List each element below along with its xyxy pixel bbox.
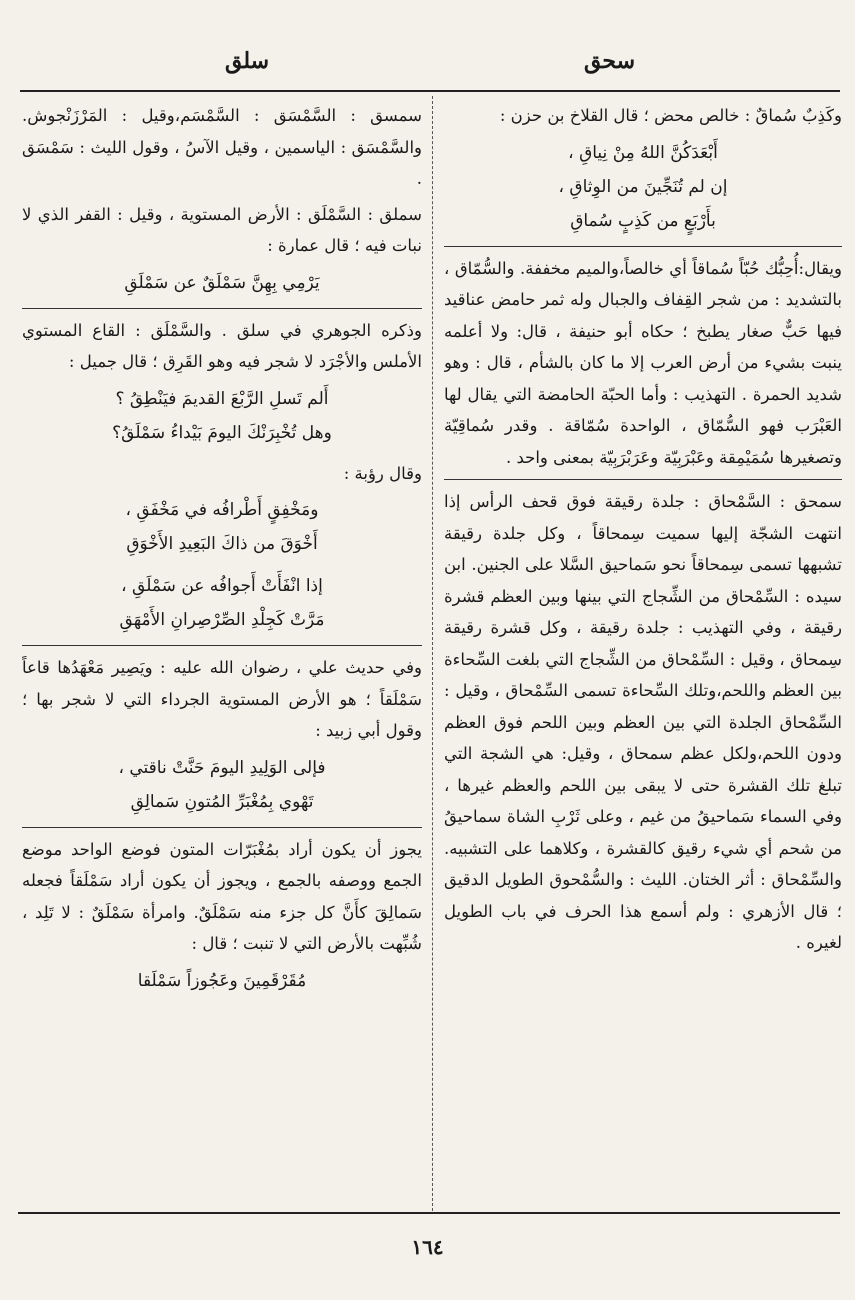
verse-separator — [444, 246, 842, 247]
header-left-word: سلق — [225, 48, 270, 74]
verse-line: أَبْعَدَكُنَّ اللهُ مِنْ نِياقِ ، — [568, 142, 718, 163]
verse-line: يَرْمِي بِهِنَّ سَمْلَقٌ عن سَمْلَقِ — [124, 272, 320, 293]
verse-block — [22, 751, 422, 819]
verse-line: مُقَرْقَمِينَ وعَجُوزاً سَمْلَقا — [137, 970, 307, 991]
verse-block — [22, 493, 422, 561]
page-header — [20, 48, 835, 88]
paragraph: يجوز أن يكون أراد بمُغْبَرّات المتون فوضع الواحد موضع الجمع ووصفه بالجمع ، ويجوز أن يكون أراد سَمْلَقاً فجعله سَمالِقَ كأَنَّ كل جزء منه سَمْلَقٌ. وامرأة سَمْلَقٌ : لا تَلِد ، شُبِّهت بالأرض التي لا تنبت ؛ قال : — [22, 839, 422, 953]
verse-line: فإلى الوَلِيدِ اليومَ حَنَّتْ ناقتي ، — [118, 757, 326, 778]
verse-separator — [22, 308, 422, 309]
verse-line: أَخْوَقَ من ذاكَ البَعِيدِ الأَخْوَقِ — [126, 534, 318, 554]
entry-samsaq: سمسق : السَّمْسَق : السَّمْسَم،وقيل : المَرْزَنْجوش. والسَّمْسَق : الياسمين ، وقيل الآسُ ، وقول الليث : سَمْسَق . — [22, 106, 422, 188]
verse-block — [444, 136, 842, 238]
verse-line: أَلم تَسلِ الرَّبْعَ القديمَ فيَنْطِقُ ؟ — [115, 388, 329, 409]
paragraph: وكَذِبٌ سُماقٌ : خالص محض ؛ قال القلاخ بن حزن : — [499, 106, 842, 125]
verse-line: إذا انْفَأَتْ أَجوافُه عن سَمْلَقِ ، — [121, 576, 323, 596]
entry-samhaq: سمحق : السَّمْحاق : جلدة رقيقة فوق قحف الرأس إذا انتهت الشجّة إليها سميت سِمحاقاً ، وكل جلدة رقيقة تشبهها تسمى سِمحاقاً نحو سَماحيق السَّلا على الجنين. ابن سيده : السِّمْحاق من الشِّجاج التي بينها وبين العظم قشرة رقيقة ، وفي التهذيب : جلدة رقيقة ، وكل قشرة رقيقة سِمحاق ، وقيل : السِّمْحاق من الشِّجاج التي بلغت السِّحاءة بين العظم واللحم،وتلك السِّحاءة تسمى السِّمْحاق ، وقيل : السِّمْحاق الجلدة التي بين العظم وبين اللحم فوق العظم ودون اللحم،ولكل عظم سمحاق ، وقيل: هي الشجة التي تبلغ تلك القشرة حتى لا يبقى بين اللحم والعظم غيرها ، وفي السماء سَماحيقُ من غيم ، وعلى ثَرْبِ الشاة سماحيقُ من شحم أي شيء رقيق كالقشرة ، وكلاهما على التشبيه. والسِّمْحاق : أثر الختان. الليث : والسُّمْحوق الطويل الدقيق ؛ قال الأزهري : ولم أسمع هذا الحرف في باب الطويل لغيره . — [444, 492, 842, 952]
verse-separator — [22, 645, 422, 646]
verse-line: ومَخْفِقٍ أَطْرافُه في مَخْفَقِ ، — [125, 500, 319, 520]
entry-separator — [444, 479, 842, 480]
paragraph: وفي حديث علي ، رضوان الله عليه : ويَصِير مَعْهَدُها قاعاً سَمْلَقاً ؛ هو الأرض المستوية الجرداء التي لا شجر بها ؛ وقول أبي زبيد : — [22, 658, 422, 740]
verse-block — [22, 964, 422, 998]
paragraph: وذكره الجوهري في سلق . والسَّمْلَق : القاع المستوي الأملس والأجْرَد لا شجر فيه وهو القَرِق ؛ قال جميل : — [22, 320, 422, 371]
verse-block — [22, 382, 422, 450]
header-right-word: سحق — [584, 48, 635, 74]
verse-block — [22, 569, 422, 637]
verse-separator — [22, 827, 422, 828]
verse-line: إن لم تُنَجِّينَ من الوِثاقِ ، — [558, 176, 728, 197]
left-column — [22, 100, 422, 1205]
verse-line: وهل تُخْبِرَنْكَ اليومَ بَيْداءُ سَمْلَقُ؟ — [112, 422, 332, 443]
verse-line: مَرَّتْ كَجِلْدِ الصِّرْصِرانِ الأَمْهَقِ — [119, 610, 325, 630]
top-rule — [20, 90, 840, 92]
paragraph: وقال رؤبة : — [343, 463, 422, 483]
column-divider — [432, 96, 433, 1211]
bottom-rule — [18, 1212, 840, 1214]
right-column — [444, 100, 842, 1205]
paragraph: ويقال:أُحِبُّك حُبّاً سُماقاً أي خالصاً،والميم مخففة. والسُّمّاق ، بالتشديد : من شجر القِفاف والجبال وله ثمر حامض عناقيد فيها حَبٌّ صغار يطبخ ؛ حكاه أبو حنيفة ، قال: ولا أعلمه ينبت بشيء من أرض العرب إلا ما كان بالشأم ، قال : وهو شديد الحمرة . التهذيب : وأما الحبّة الحامضة التي يقال لها العَبْرَب فهو السُّمّاق ، الواحدة سُمّاقة . وقدر سُماقِيّة وتصغيرها سُمَيْمِقة وعَبْرَبِيّة وعَرَبْرَبِيّة بمعنى واحد . — [444, 258, 842, 467]
entry-samlaq: سملق : السَّمْلَق : الأرض المستوية ، وقيل : القفر الذي لا نبات فيه ؛ قال عمارة : — [22, 204, 422, 255]
verse-block — [22, 266, 422, 300]
verse-line: بأَرْبَعٍ من كَذِبٍ سُماقِ — [570, 210, 716, 231]
verse-line: تَهْوي بِمُغْبَرِّ المُتونِ سَمالِقِ — [130, 791, 314, 812]
page-number: ١٦٤ — [411, 1235, 444, 1259]
